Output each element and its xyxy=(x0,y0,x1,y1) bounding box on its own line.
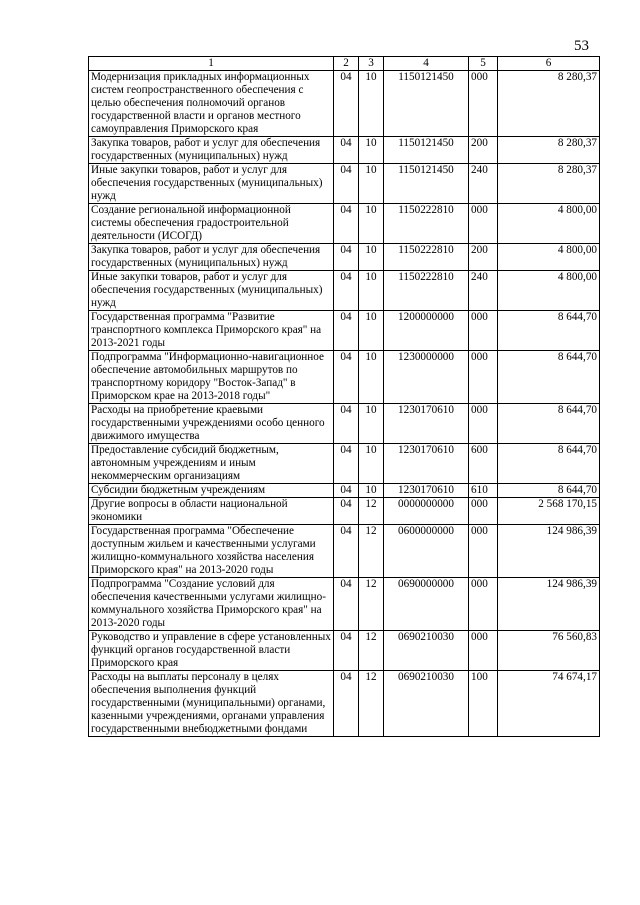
row-section: 04 xyxy=(334,525,359,578)
row-section: 04 xyxy=(334,137,359,164)
row-expense-type: 240 xyxy=(469,164,498,204)
row-expense-type: 000 xyxy=(469,404,498,444)
table-row xyxy=(89,671,600,737)
row-name: Другие вопросы в области национальной экономики xyxy=(89,498,334,525)
row-target-code: 1150121450 xyxy=(384,137,469,164)
table-row xyxy=(89,444,600,484)
row-section: 04 xyxy=(334,351,359,404)
row-expense-type: 000 xyxy=(469,71,498,137)
row-section: 04 xyxy=(334,271,359,311)
row-amount: 8 644,70 xyxy=(498,404,600,444)
table-row xyxy=(89,578,600,631)
table-row xyxy=(89,404,600,444)
row-amount: 76 560,83 xyxy=(498,631,600,671)
row-name: Предоставление субсидий бюджетным, автономным учреждениям и иным некоммерческим организациям xyxy=(89,444,334,484)
row-target-code: 1150222810 xyxy=(384,204,469,244)
row-amount: 8 280,37 xyxy=(498,71,600,137)
row-expense-type: 000 xyxy=(469,578,498,631)
row-subsection: 10 xyxy=(359,311,384,351)
row-subsection: 10 xyxy=(359,164,384,204)
row-amount: 4 800,00 xyxy=(498,271,600,311)
row-amount: 124 986,39 xyxy=(498,578,600,631)
row-name: Расходы на выплаты персоналу в целях обеспечения выполнения функций государственными (муниципальными) органами, казенными учреждениями, органами управления государственными внебюджетными фондами xyxy=(89,671,334,737)
row-expense-type: 000 xyxy=(469,498,498,525)
row-expense-type: 100 xyxy=(469,671,498,737)
row-subsection: 12 xyxy=(359,525,384,578)
table-row xyxy=(89,311,600,351)
row-expense-type: 000 xyxy=(469,351,498,404)
row-expense-type: 000 xyxy=(469,631,498,671)
row-section: 04 xyxy=(334,671,359,737)
header-cell: 4 xyxy=(384,57,469,71)
row-amount: 124 986,39 xyxy=(498,525,600,578)
row-expense-type: 610 xyxy=(469,484,498,498)
row-target-code: 0600000000 xyxy=(384,525,469,578)
row-target-code: 1230170610 xyxy=(384,404,469,444)
table-row xyxy=(89,631,600,671)
row-section: 04 xyxy=(334,244,359,271)
row-name: Подпрограмма "Создание условий для обеспечения качественными услугами жилищно-коммунального хозяйства Приморского края" на 2013-2020 годы xyxy=(89,578,334,631)
row-name: Подпрограмма "Информационно-навигационное обеспечение автомобильных маршрутов по транспортному коридору "Восток-Запад" в Приморском крае на 2013-2018 годы" xyxy=(89,351,334,404)
row-target-code: 0690000000 xyxy=(384,578,469,631)
row-subsection: 10 xyxy=(359,404,384,444)
budget-table xyxy=(88,56,600,737)
row-target-code: 1150222810 xyxy=(384,244,469,271)
table-row xyxy=(89,498,600,525)
row-amount: 8 644,70 xyxy=(498,311,600,351)
row-target-code: 0690210030 xyxy=(384,671,469,737)
row-target-code: 0000000000 xyxy=(384,498,469,525)
row-amount: 2 568 170,15 xyxy=(498,498,600,525)
row-expense-type: 200 xyxy=(469,244,498,271)
row-name: Закупка товаров, работ и услуг для обеспечения государственных (муниципальных) нужд xyxy=(89,244,334,271)
row-section: 04 xyxy=(334,498,359,525)
header-cell: 3 xyxy=(359,57,384,71)
table-row xyxy=(89,525,600,578)
header-cell: 6 xyxy=(498,57,600,71)
row-expense-type: 200 xyxy=(469,137,498,164)
row-section: 04 xyxy=(334,404,359,444)
row-subsection: 12 xyxy=(359,498,384,525)
row-name: Иные закупки товаров, работ и услуг для обеспечения государственных (муниципальных) нужд xyxy=(89,164,334,204)
table-row xyxy=(89,271,600,311)
row-subsection: 10 xyxy=(359,271,384,311)
row-expense-type: 600 xyxy=(469,444,498,484)
table-row xyxy=(89,484,600,498)
row-name: Модернизация прикладных информационных систем геопространственного обеспечения с целью обеспечения полномочий органов государственной власти и органов местного самоуправления Приморского края xyxy=(89,71,334,137)
header-cell: 5 xyxy=(469,57,498,71)
row-expense-type: 000 xyxy=(469,525,498,578)
row-section: 04 xyxy=(334,444,359,484)
row-name: Расходы на приобретение краевыми государственными учреждениями особо ценного движимого имущества xyxy=(89,404,334,444)
row-name: Иные закупки товаров, работ и услуг для обеспечения государственных (муниципальных) нужд xyxy=(89,271,334,311)
row-target-code: 1150222810 xyxy=(384,271,469,311)
row-name: Государственная программа "Развитие транспортного комплекса Приморского края" на 2013-2021 годы xyxy=(89,311,334,351)
row-amount: 4 800,00 xyxy=(498,204,600,244)
page-number: 53 xyxy=(574,38,589,54)
row-expense-type: 000 xyxy=(469,204,498,244)
row-target-code: 1150121450 xyxy=(384,71,469,137)
table-row xyxy=(89,71,600,137)
row-expense-type: 240 xyxy=(469,271,498,311)
table-row xyxy=(89,164,600,204)
row-subsection: 10 xyxy=(359,484,384,498)
header-cell: 1 xyxy=(89,57,334,71)
row-expense-type: 000 xyxy=(469,311,498,351)
row-amount: 8 280,37 xyxy=(498,137,600,164)
row-section: 04 xyxy=(334,204,359,244)
row-amount: 74 674,17 xyxy=(498,671,600,737)
row-target-code: 1230170610 xyxy=(384,484,469,498)
header-cell: 2 xyxy=(334,57,359,71)
row-amount: 8 644,70 xyxy=(498,444,600,484)
row-subsection: 12 xyxy=(359,578,384,631)
row-amount: 4 800,00 xyxy=(498,244,600,271)
row-subsection: 10 xyxy=(359,137,384,164)
row-subsection: 12 xyxy=(359,671,384,737)
row-section: 04 xyxy=(334,484,359,498)
row-subsection: 10 xyxy=(359,351,384,404)
row-amount: 8 644,70 xyxy=(498,484,600,498)
row-subsection: 12 xyxy=(359,631,384,671)
row-target-code: 0690210030 xyxy=(384,631,469,671)
row-section: 04 xyxy=(334,578,359,631)
row-target-code: 1200000000 xyxy=(384,311,469,351)
table-row xyxy=(89,137,600,164)
row-section: 04 xyxy=(334,71,359,137)
table-row xyxy=(89,244,600,271)
table-row xyxy=(89,204,600,244)
row-name: Создание региональной информационной системы обеспечения градостроительной деятельности (ИСОГД) xyxy=(89,204,334,244)
row-section: 04 xyxy=(334,631,359,671)
header-row xyxy=(89,57,600,71)
row-amount: 8 280,37 xyxy=(498,164,600,204)
row-subsection: 10 xyxy=(359,444,384,484)
row-target-code: 1230000000 xyxy=(384,351,469,404)
row-section: 04 xyxy=(334,311,359,351)
row-name: Руководство и управление в сфере установленных функций органов государственной власти Приморского края xyxy=(89,631,334,671)
row-target-code: 1150121450 xyxy=(384,164,469,204)
table-row xyxy=(89,351,600,404)
row-target-code: 1230170610 xyxy=(384,444,469,484)
row-subsection: 10 xyxy=(359,71,384,137)
row-subsection: 10 xyxy=(359,204,384,244)
row-name: Закупка товаров, работ и услуг для обеспечения государственных (муниципальных) нужд xyxy=(89,137,334,164)
row-section: 04 xyxy=(334,164,359,204)
row-name: Субсидии бюджетным учреждениям xyxy=(89,484,334,498)
row-amount: 8 644,70 xyxy=(498,351,600,404)
row-name: Государственная программа "Обеспечение доступным жильем и качественными услугами жилищно-коммунального хозяйства населения Приморского края" на 2013-2020 годы xyxy=(89,525,334,578)
row-subsection: 10 xyxy=(359,244,384,271)
